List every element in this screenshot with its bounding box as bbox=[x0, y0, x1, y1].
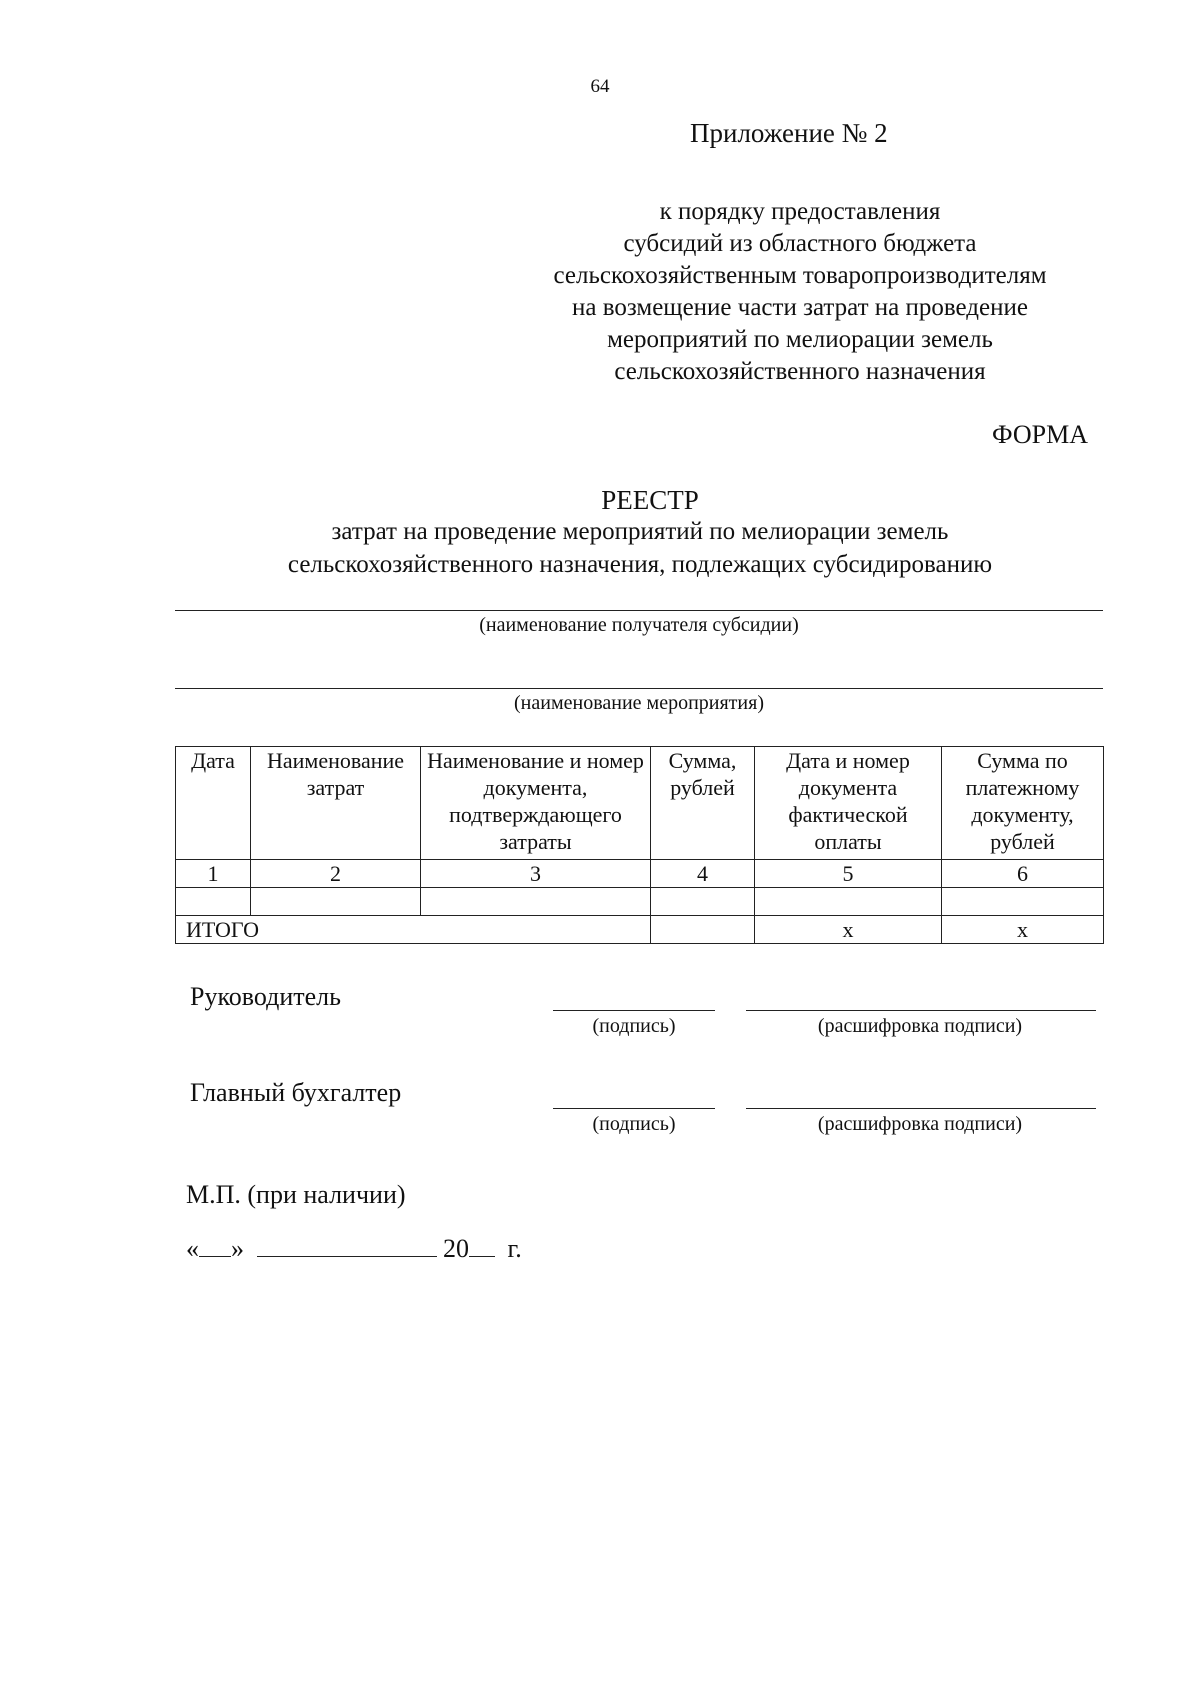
month-field[interactable] bbox=[257, 1234, 437, 1257]
reference-line: сельскохозяйственного назначения bbox=[614, 358, 986, 385]
table-cell[interactable] bbox=[176, 888, 251, 916]
reference-line: на возмещение части затрат на проведение bbox=[572, 294, 1028, 321]
year-prefix: 20 bbox=[443, 1234, 469, 1263]
reference-line: субсидий из областного бюджета bbox=[623, 230, 977, 257]
head-decode-line[interactable] bbox=[746, 1010, 1096, 1011]
accountant-label: Главный бухгалтер bbox=[190, 1078, 402, 1107]
document-subtitle bbox=[170, 515, 1110, 581]
column-number: 5 bbox=[755, 860, 942, 888]
date-open-quote: « bbox=[186, 1234, 199, 1263]
total-row bbox=[176, 916, 1104, 944]
column-number: 1 bbox=[176, 860, 251, 888]
date-close-quote: » bbox=[231, 1234, 244, 1263]
page-number: 64 bbox=[590, 76, 610, 97]
recipient-name-line[interactable] bbox=[175, 610, 1103, 611]
reference-line: сельскохозяйственным товаропроизводителям bbox=[553, 262, 1047, 289]
total-label: ИТОГО bbox=[176, 916, 651, 944]
head-decode-caption: (расшифровка подписи) bbox=[817, 1015, 1023, 1037]
day-field[interactable] bbox=[199, 1234, 231, 1257]
appendix-heading: Приложение № 2 bbox=[690, 118, 888, 148]
recipient-caption: (наименование получателя субсидии) bbox=[479, 614, 799, 636]
table-cell[interactable] bbox=[251, 888, 421, 916]
column-header: Сумма по платежному документу, рублей bbox=[942, 747, 1104, 860]
column-header: Наименование затрат bbox=[251, 747, 421, 860]
event-name-line[interactable] bbox=[175, 688, 1103, 689]
accountant-decode-caption: (расшифровка подписи) bbox=[817, 1113, 1023, 1135]
table-cell[interactable] bbox=[651, 888, 755, 916]
column-header: Наименование и номер документа, подтверждающего затраты bbox=[421, 747, 651, 860]
seal-label: М.П. (при наличии) bbox=[186, 1180, 406, 1209]
document-title: РЕЕСТР bbox=[601, 485, 699, 515]
column-number: 6 bbox=[942, 860, 1104, 888]
form-label: ФОРМА bbox=[992, 420, 1088, 449]
register-table bbox=[175, 746, 1104, 944]
event-caption: (наименование мероприятия) bbox=[514, 692, 764, 714]
column-number-row bbox=[176, 860, 1104, 888]
total-sum-cell[interactable] bbox=[651, 916, 755, 944]
head-label: Руководитель bbox=[190, 982, 341, 1011]
appendix-reference bbox=[520, 196, 1080, 388]
column-number: 3 bbox=[421, 860, 651, 888]
column-number: 2 bbox=[251, 860, 421, 888]
date-line bbox=[186, 1234, 522, 1264]
total-cell-x: х bbox=[755, 916, 942, 944]
table-cell[interactable] bbox=[421, 888, 651, 916]
column-header: Дата и номер документа фактической оплаты bbox=[755, 747, 942, 860]
subtitle-line: затрат на проведение мероприятий по мелиорации земель bbox=[331, 518, 949, 545]
subtitle-line: сельскохозяйственного назначения, подлежащих субсидированию bbox=[287, 551, 993, 578]
table-cell[interactable] bbox=[942, 888, 1104, 916]
reference-line: к порядку предоставления bbox=[659, 198, 941, 225]
column-number: 4 bbox=[651, 860, 755, 888]
head-sign-caption: (подпись) bbox=[592, 1015, 676, 1037]
accountant-decode-line[interactable] bbox=[746, 1108, 1096, 1109]
table-cell[interactable] bbox=[755, 888, 942, 916]
accountant-signature-line[interactable] bbox=[553, 1108, 715, 1109]
table-header-row bbox=[176, 747, 1104, 860]
year-field[interactable] bbox=[469, 1234, 495, 1257]
year-suffix: г. bbox=[507, 1234, 522, 1263]
total-cell-x: х bbox=[942, 916, 1104, 944]
accountant-sign-caption: (подпись) bbox=[592, 1113, 676, 1135]
column-header: Сумма, рублей bbox=[651, 747, 755, 860]
column-header: Дата bbox=[176, 747, 251, 860]
head-signature-line[interactable] bbox=[553, 1010, 715, 1011]
table-row bbox=[176, 888, 1104, 916]
reference-line: мероприятий по мелиорации земель bbox=[607, 326, 993, 353]
